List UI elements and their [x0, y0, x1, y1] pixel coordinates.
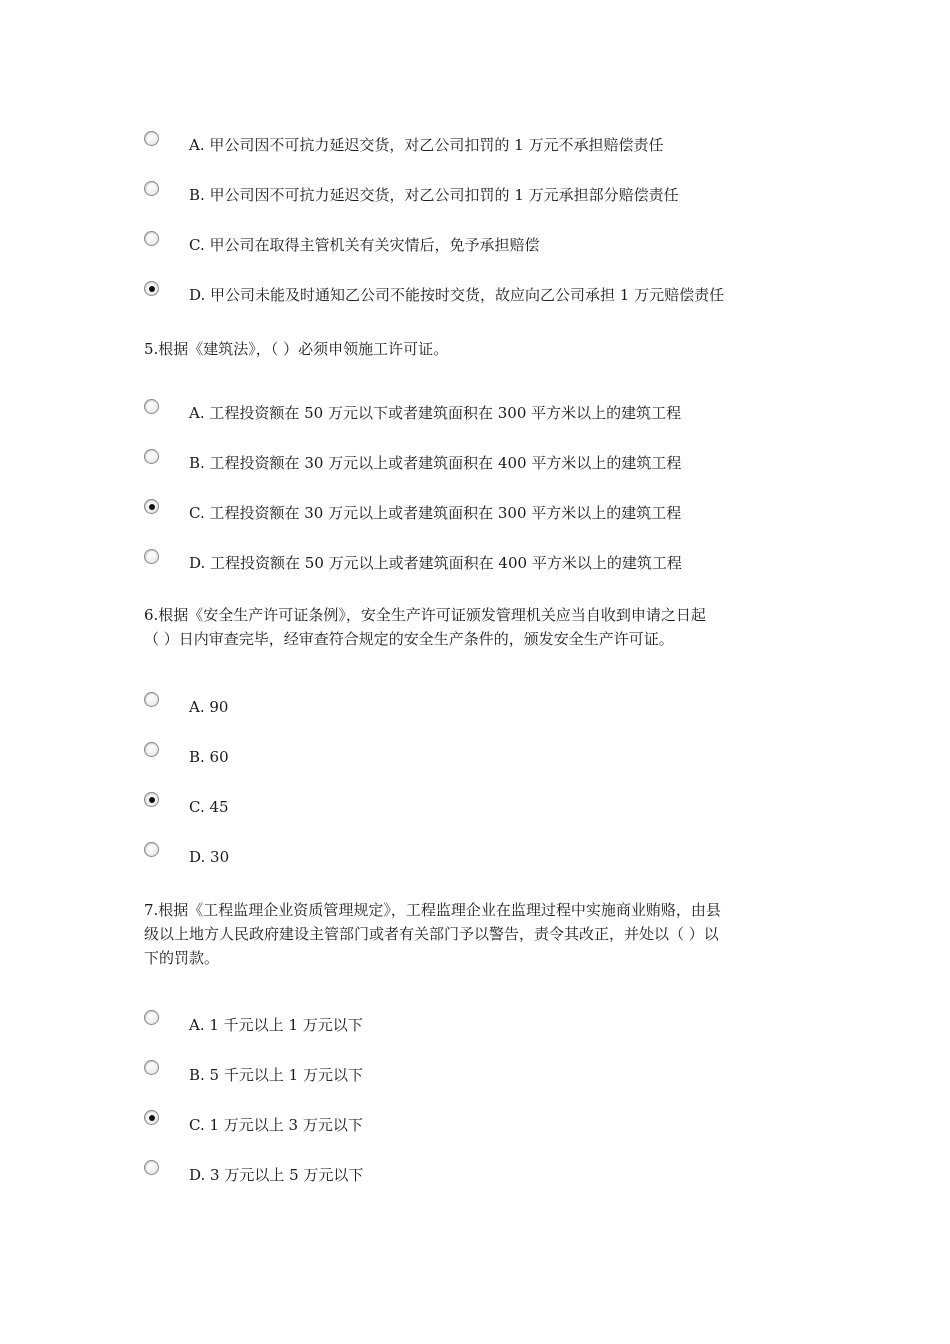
question-line: 5.根据《建筑法》，（ ）必须申领施工许可证。	[144, 340, 449, 358]
q5-option-a[interactable]	[144, 399, 844, 423]
question-line: 6.根据《安全生产许可证条例》，安全生产许可证颁发管理机关应当自收到申请之日起	[144, 606, 706, 624]
radio-checked-icon[interactable]	[144, 1110, 159, 1125]
option-label: C. 45	[189, 798, 229, 816]
option-label: C. 工程投资额在 30 万元以上或者建筑面积在 300 平方米以上的建筑工程	[189, 504, 682, 522]
question-line: 下的罚款。	[144, 949, 220, 967]
radio-unchecked-icon[interactable]	[144, 399, 159, 414]
q6-option-c[interactable]	[144, 792, 844, 816]
q7-option-a[interactable]	[144, 1010, 844, 1034]
radio-unchecked-icon[interactable]	[144, 1060, 159, 1075]
question-line: 级以上地方人民政府建设主管部门或者有关部门予以警告，责令其改正，并处以（ ）以	[144, 925, 719, 943]
question-7	[144, 898, 814, 970]
q5-option-c[interactable]	[144, 499, 844, 523]
q7-option-b[interactable]	[144, 1060, 844, 1084]
radio-unchecked-icon[interactable]	[144, 842, 159, 857]
radio-unchecked-icon[interactable]	[144, 549, 159, 564]
option-label: D. 30	[189, 848, 230, 866]
option-label: A. 90	[189, 698, 229, 716]
q4-option-a[interactable]	[144, 131, 844, 155]
option-label: C. 1 万元以上 3 万元以下	[189, 1116, 363, 1134]
q5-option-b[interactable]	[144, 449, 844, 473]
option-label: D. 3 万元以上 5 万元以下	[189, 1166, 364, 1184]
radio-unchecked-icon[interactable]	[144, 1010, 159, 1025]
radio-checked-icon[interactable]	[144, 281, 159, 296]
q7-option-d[interactable]	[144, 1160, 844, 1184]
q7-option-c[interactable]	[144, 1110, 844, 1134]
radio-unchecked-icon[interactable]	[144, 449, 159, 464]
q4-option-d[interactable]	[144, 281, 844, 305]
option-label: D. 甲公司未能及时通知乙公司不能按时交货，故应向乙公司承担 1 万元赔偿责任	[189, 286, 725, 304]
option-label: C. 甲公司在取得主管机关有关灾情后，免予承担赔偿	[189, 236, 540, 254]
question-6	[144, 603, 814, 651]
radio-checked-icon[interactable]	[144, 499, 159, 514]
radio-unchecked-icon[interactable]	[144, 1160, 159, 1175]
q4-option-b[interactable]	[144, 181, 844, 205]
radio-unchecked-icon[interactable]	[144, 131, 159, 146]
radio-unchecked-icon[interactable]	[144, 181, 159, 196]
option-label: B. 5 千元以上 1 万元以下	[189, 1066, 363, 1084]
question-line: 7.根据《工程监理企业资质管理规定》，工程监理企业在监理过程中实施商业贿赂，由县	[144, 901, 721, 919]
radio-unchecked-icon[interactable]	[144, 231, 159, 246]
radio-unchecked-icon[interactable]	[144, 742, 159, 757]
radio-unchecked-icon[interactable]	[144, 692, 159, 707]
q6-option-d[interactable]	[144, 842, 844, 866]
q6-option-a[interactable]	[144, 692, 844, 716]
radio-checked-icon[interactable]	[144, 792, 159, 807]
option-label: B. 甲公司因不可抗力延迟交货，对乙公司扣罚的 1 万元承担部分赔偿责任	[189, 186, 679, 204]
q4-option-c[interactable]	[144, 231, 844, 255]
option-label: A. 工程投资额在 50 万元以下或者建筑面积在 300 平方米以上的建筑工程	[189, 404, 682, 422]
question-line: （ ）日内审查完毕，经审查符合规定的安全生产条件的，颁发安全生产许可证。	[144, 630, 674, 648]
option-label: B. 工程投资额在 30 万元以上或者建筑面积在 400 平方米以上的建筑工程	[189, 454, 682, 472]
option-label: B. 60	[189, 748, 229, 766]
option-label: D. 工程投资额在 50 万元以上或者建筑面积在 400 平方米以上的建筑工程	[189, 554, 682, 572]
question-5	[144, 337, 814, 361]
option-label: A. 1 千元以上 1 万元以下	[189, 1016, 363, 1034]
option-label: A. 甲公司因不可抗力延迟交货，对乙公司扣罚的 1 万元不承担赔偿责任	[189, 136, 664, 154]
q6-option-b[interactable]	[144, 742, 844, 766]
q5-option-d[interactable]	[144, 549, 844, 573]
